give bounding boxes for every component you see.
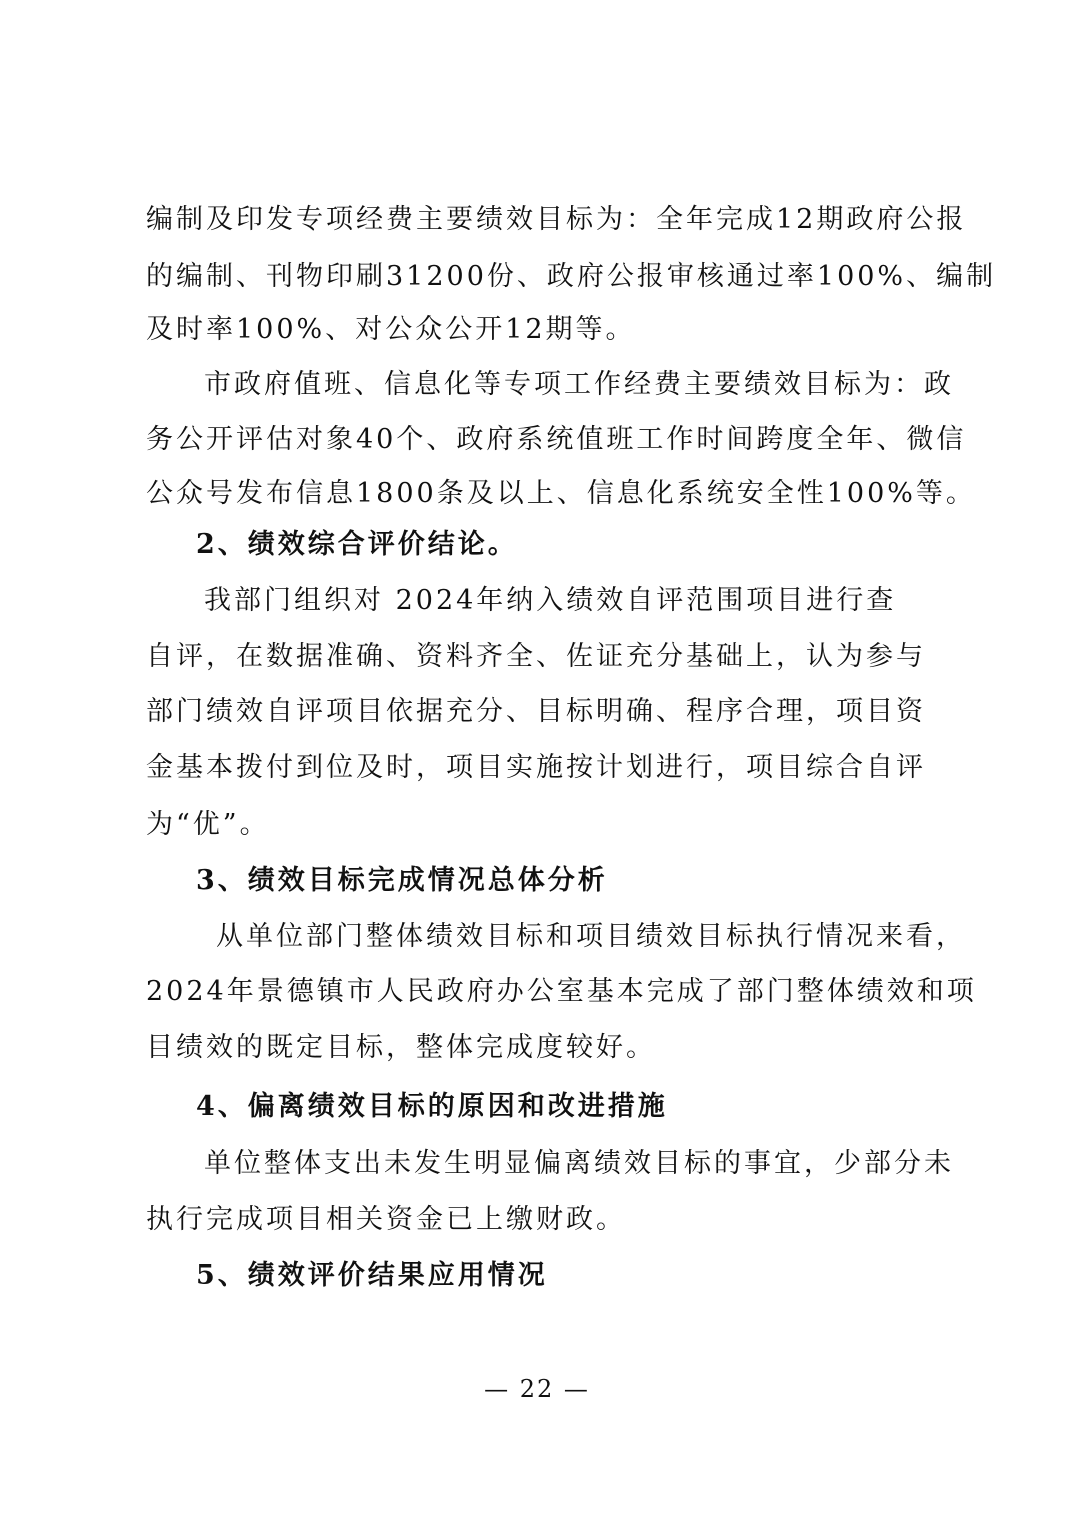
paragraph-line: 从单位部门整体绩效目标和项目绩效目标执行情况来看， bbox=[216, 921, 966, 952]
section-heading: 5、绩效评价结果应用情况 bbox=[196, 1260, 548, 1291]
paragraph-line: 部门绩效自评项目依据充分、目标明确、程序合理，项目资 bbox=[146, 696, 926, 727]
paragraph-line: 市政府值班、信息化等专项工作经费主要绩效目标为：政 bbox=[204, 369, 954, 400]
paragraph-line: 自评，在数据准确、资料齐全、佐证充分基础上，认为参与 bbox=[146, 641, 926, 672]
section-heading: 4、偏离绩效目标的原因和改进措施 bbox=[196, 1091, 668, 1122]
paragraph-line: 务公开评估对象40个、政府系统值班工作时间跨度全年、微信 bbox=[146, 424, 967, 455]
paragraph-line: 为“优”。 bbox=[146, 809, 270, 840]
section-heading: 2、绩效综合评价结论。 bbox=[196, 529, 518, 560]
paragraph-line: 金基本拨付到位及时，项目实施按计划进行，项目综合自评 bbox=[146, 752, 926, 783]
page-number: — 22 — bbox=[484, 1375, 590, 1403]
paragraph-line: 目绩效的既定目标，整体完成度较好。 bbox=[146, 1032, 656, 1063]
paragraph-line: 2024年景德镇市人民政府办公室基本完成了部门整体绩效和项 bbox=[146, 976, 977, 1007]
paragraph-line: 公众号发布信息1800条及以上、信息化系统安全性100%等。 bbox=[146, 478, 976, 509]
section-heading: 3、绩效目标完成情况总体分析 bbox=[196, 865, 608, 896]
paragraph-line: 及时率100%、对公众公开12期等。 bbox=[146, 314, 636, 345]
paragraph-line: 单位整体支出未发生明显偏离绩效目标的事宜，少部分未 bbox=[204, 1148, 954, 1179]
paragraph-line: 执行完成项目相关资金已上缴财政。 bbox=[146, 1204, 626, 1235]
paragraph-line: 编制及印发专项经费主要绩效目标为：全年完成12期政府公报 bbox=[146, 204, 967, 235]
paragraph-line: 我部门组织对 2024年纳入绩效自评范围项目进行查 bbox=[204, 585, 897, 616]
paragraph-line: 的编制、刊物印刷31200份、政府公报审核通过率100%、编制 bbox=[146, 261, 997, 292]
